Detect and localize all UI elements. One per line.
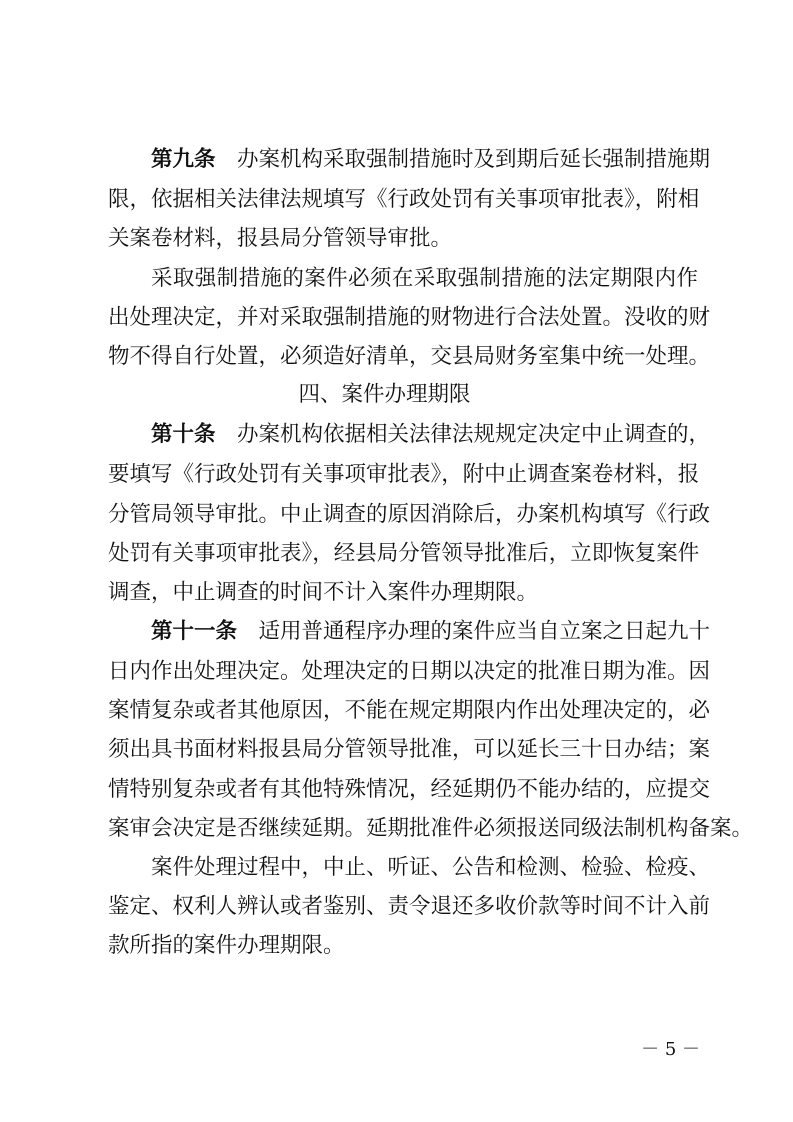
article-10-text-1: 办案机构依据相关法律法规规定决定中止调查的，: [237, 422, 711, 447]
article-11-line-2: 日内作出处理决定。处理决定的日期以决定的批准日期为准。因: [108, 659, 711, 684]
article-11-line-1: [151, 612, 711, 652]
coercive-para-line-1: 采取强制措施的案件必须在采取强制措施的法定期限内作: [151, 266, 698, 291]
article-9-line-3: 关案卷材料，报县局分管领导审批。: [108, 226, 453, 251]
article-11-line-6: 案审会决定是否继续延期。延期批准件必须报送同级法制机构备案。: [108, 816, 754, 841]
article-10-line-3: 分管局领导审批。中止调查的原因消除后，办案机构填写《行政: [108, 502, 711, 527]
article-11-text-1: 适用普通程序办理的案件应当自立案之日起九十: [258, 619, 711, 644]
final-para-line-1: 案件处理过程中，中止、听证、公告和检测、检验、检疫、: [151, 855, 711, 880]
article-10-line-5: 调查，中止调查的时间不计入案件办理期限。: [108, 580, 539, 605]
page-number: － 5 －: [641, 1039, 700, 1060]
coercive-para-line-3: 物不得自行处置，必须造好清单，交县局财务室集中统一处理。: [108, 344, 711, 369]
article-10-line-1: [151, 415, 711, 455]
article-11-line-3: 案情复杂或者其他原因，不能在规定期限内作出处理决定的，必: [108, 698, 711, 723]
section-heading: 四、案件办理期限: [298, 382, 471, 407]
article-10-line-2: 要填写《行政处罚有关事项审批表》，附中止调查案卷材料，报: [108, 462, 700, 487]
article-10-label: 第十条: [151, 422, 216, 447]
article-9-line-2: 限，依据相关法律法规填写《行政处罚有关事项审批表》，附相: [108, 187, 700, 212]
article-11-line-4: 须出具书面材料报县局分管领导批准，可以延长三十日办结；案: [108, 737, 711, 762]
article-9-label: 第九条: [151, 147, 216, 172]
coercive-para-line-2: 出处理决定，并对采取强制措施的财物进行合法处置。没收的财: [108, 305, 711, 330]
article-9-line-1: [151, 140, 711, 180]
article-11-label: 第十一条: [151, 619, 238, 644]
article-9-text-1: 办案机构采取强制措施时及到期后延长强制措施期: [237, 147, 711, 172]
final-para-line-2: 鉴定、权利人辨认或者鉴别、责令退还多收价款等时间不计入前: [108, 894, 711, 919]
article-10-line-4: 处罚有关事项审批表》，经县局分管领导批准后，立即恢复案件: [108, 541, 700, 566]
final-para-line-3: 款所指的案件办理期限。: [108, 933, 345, 958]
article-11-line-5: 情特别复杂或者有其他特殊情况，经延期仍不能办结的，应提交: [108, 777, 711, 802]
